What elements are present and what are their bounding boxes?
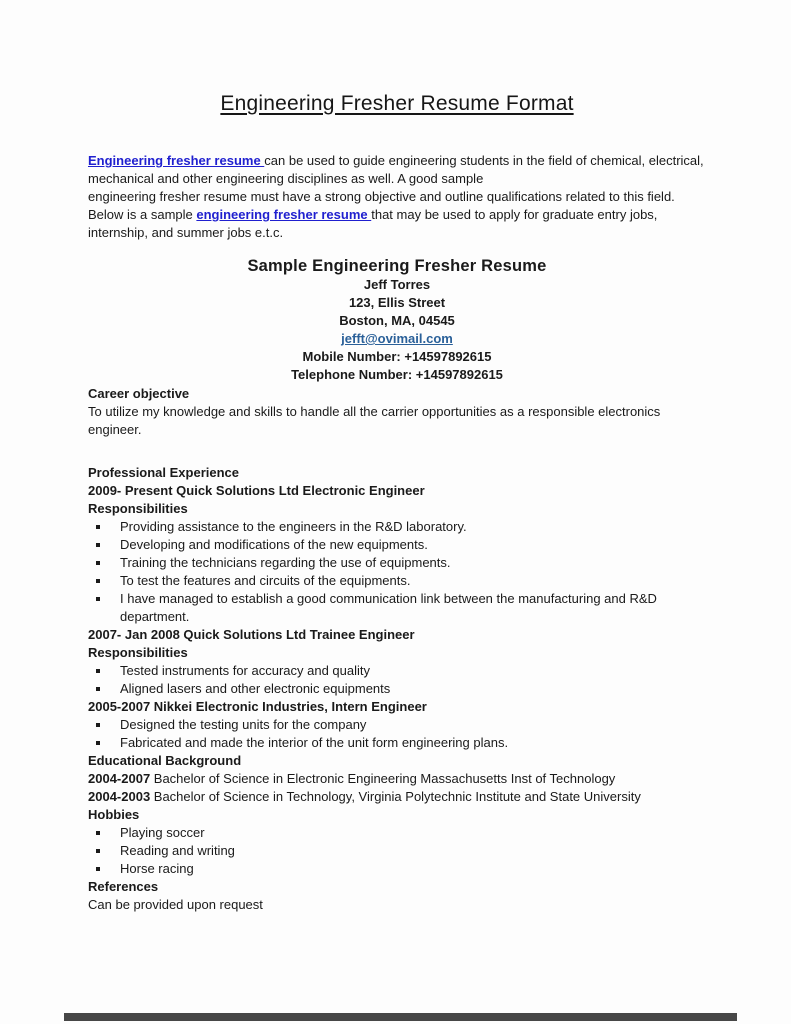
references-section xyxy=(88,878,706,914)
education-years: 2004-2003 xyxy=(88,789,151,804)
list-item: Designed the testing units for the company xyxy=(88,716,706,734)
professional-experience-heading: Professional Experience xyxy=(88,465,240,480)
career-objective-heading: Career objective xyxy=(88,386,190,401)
contact-name: Jeff Torres xyxy=(363,277,431,292)
career-objective-text: To utilize my knowledge and skills to handle all the carrier opportunities as a responsible electronics engineer. xyxy=(88,404,661,437)
education-text: Bachelor of Science in Electronic Engineering Massachusetts Inst of Technology xyxy=(150,771,616,786)
email-link[interactable]: jefft@ovimail.com xyxy=(341,331,453,346)
education-entry xyxy=(88,770,706,788)
list-item: Developing and modifications of the new equipments. xyxy=(88,536,706,554)
engineering-fresher-resume-link[interactable]: Engineering fresher resume xyxy=(88,153,265,168)
bullet-square-icon xyxy=(96,741,100,745)
bullet-square-icon xyxy=(96,597,100,601)
career-objective-section xyxy=(88,385,706,439)
cropped-footer-bar xyxy=(64,1013,737,1021)
bullet-square-icon xyxy=(96,723,100,727)
bullet-square-icon xyxy=(96,831,100,835)
bullet-square-icon xyxy=(96,849,100,853)
contact-email-line xyxy=(88,330,706,348)
hobbies-section xyxy=(88,806,706,878)
engineering-fresher-resume-link-2[interactable]: engineering fresher resume xyxy=(196,207,372,222)
bullet-square-icon xyxy=(96,867,100,871)
contact-street: 123, Ellis Street xyxy=(348,295,446,310)
intro-text-2: engineering fresher resume must have a strong objective and outline qualifications related to this field. Below is a sample xyxy=(88,189,675,222)
contact-city: Boston, MA, 04545 xyxy=(339,313,455,328)
job-responsibilities-list xyxy=(88,662,706,698)
bullet-square-icon xyxy=(96,525,100,529)
list-item: Reading and writing xyxy=(88,842,706,860)
list-item: Tested instruments for accuracy and quality xyxy=(88,662,706,680)
list-item: Providing assistance to the engineers in the R&D laboratory. xyxy=(88,518,706,536)
page-title: Engineering Fresher Resume Format xyxy=(220,92,574,115)
job-title: 2005-2007 Nikkei Electronic Industries, Intern Engineer xyxy=(88,699,427,714)
education-years: 2004-2007 xyxy=(88,771,151,786)
education-entry xyxy=(88,788,706,806)
education-heading: Educational Background xyxy=(88,753,242,768)
references-text: Can be provided upon request xyxy=(88,897,263,912)
job-responsibilities-list xyxy=(88,716,706,752)
professional-experience-section xyxy=(88,464,706,752)
job-subheading: Responsibilities xyxy=(88,501,188,516)
list-item: Horse racing xyxy=(88,860,706,878)
contact-telephone: Telephone Number: +14597892615 xyxy=(291,367,503,382)
bullet-square-icon xyxy=(96,543,100,547)
resume-heading: Sample Engineering Fresher Resume xyxy=(247,257,547,275)
list-item: I have managed to establish a good communication link between the manufacturing and R&D department. xyxy=(88,590,706,626)
references-heading: References xyxy=(88,879,159,894)
bullet-square-icon xyxy=(96,669,100,673)
education-section xyxy=(88,752,706,806)
education-text: Bachelor of Science in Technology, Virginia Polytechnic Institute and State University xyxy=(150,789,641,804)
intro-text-1: can be used to guide engineering students in the field of chemical, electrical, mechanical and other engineering disciplines as well. A good sample xyxy=(88,153,704,186)
bullet-square-icon xyxy=(96,579,100,583)
intro-text-3: that may be used to apply for graduate entry jobs, internship, and summer jobs e.t.c. xyxy=(88,207,658,240)
bullet-square-icon xyxy=(96,561,100,565)
list-item: Playing soccer xyxy=(88,824,706,842)
job-responsibilities-list xyxy=(88,518,706,626)
job-title: 2007- Jan 2008 Quick Solutions Ltd Trainee Engineer xyxy=(88,627,415,642)
list-item: Aligned lasers and other electronic equipments xyxy=(88,680,706,698)
intro-paragraph xyxy=(88,152,706,242)
bullet-square-icon xyxy=(96,687,100,691)
list-item: To test the features and circuits of the equipments. xyxy=(88,572,706,590)
job-subheading: Responsibilities xyxy=(88,645,188,660)
document-content xyxy=(88,0,706,914)
hobbies-list xyxy=(88,824,706,878)
list-item: Fabricated and made the interior of the unit form engineering plans. xyxy=(88,734,706,752)
job-title: 2009- Present Quick Solutions Ltd Electronic Engineer xyxy=(88,483,425,498)
contact-mobile: Mobile Number: +14597892615 xyxy=(302,349,492,364)
hobbies-heading: Hobbies xyxy=(88,807,140,822)
list-item: Training the technicians regarding the use of equipments. xyxy=(88,554,706,572)
